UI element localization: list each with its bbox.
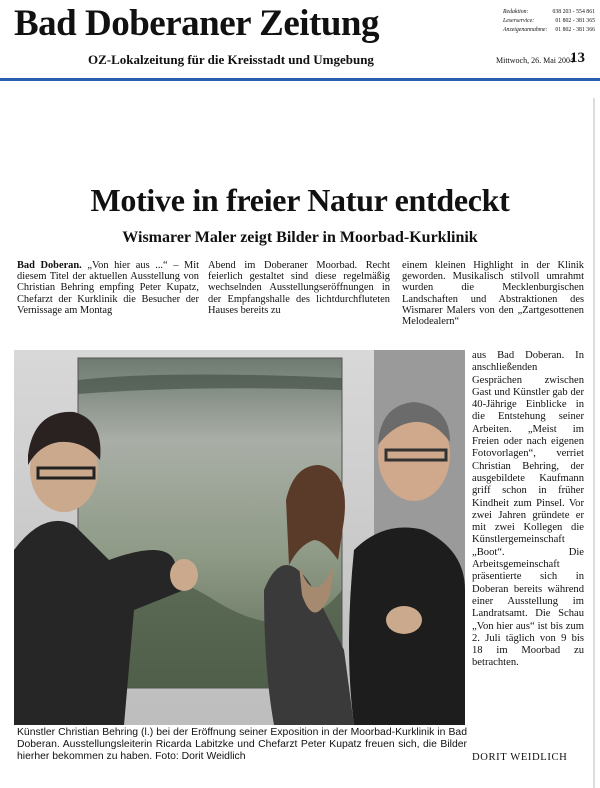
- article-headline: Motive in freier Natur entdeckt: [90, 182, 510, 218]
- article-author: DORIT WEIDLICH: [472, 752, 568, 763]
- contact-number: 01 802 - 381 366: [555, 27, 595, 33]
- newspaper-subtitle: OZ-Lokalzeitung für die Kreisstadt und Umgebung: [88, 52, 374, 67]
- dateline: Bad Doberan.: [17, 260, 82, 271]
- contact-row: [503, 8, 595, 17]
- contact-list: [503, 8, 595, 35]
- contact-row: [503, 17, 595, 26]
- contact-label: Redaktion:: [503, 9, 529, 15]
- article-subheadline: Wismarer Maler zeigt Bilder in Moorbad-Kurklinik: [122, 229, 478, 246]
- photo-credit: Foto: Dorit Weidlich: [155, 751, 246, 763]
- contact-row: [503, 26, 595, 35]
- masthead: [0, 0, 600, 90]
- article-column-4: aus Bad Doberan. In anschließenden Gesprächen zwischen Gast und Künstler gab der 40-Jährige Einblicke in die Entstehung seiner Arbeiten. „Meist im Freien oder nach eigenen Fotovorlagen“, verriet Christian Behring, der ausgebildete Kaufmann griff schon in früher Kindheit zum Pinsel. Vor zwei Jahren gründete er mit zwei Kollegen die Künstlergemeinschaft „Boot“. Die Arbeitsgemeinschaft präsentierte sich in Doberan bereits während einer Ausstellung im Landratsamt. Die Schau „Von hier aus“ ist bis zum 2. Juli täglich von 9 bis 18 im Moorbad zu betrachten.: [472, 350, 584, 669]
- article-photo: [14, 350, 465, 725]
- photo-caption: [17, 727, 467, 764]
- contact-label: Anzeigenannahme:: [503, 27, 548, 33]
- page-edge: [593, 98, 595, 788]
- caption-text: Künstler Christian Behring (l.) bei der Eröffnung seiner Exposition in der Moorbad-Kurklinik in Bad Doberan. Ausstellungsleiterin Ricarda Labitzke und Chefarzt Peter Kupatz freuen sich, die Bilder hierher bekommen zu haben.: [17, 727, 467, 763]
- issue-date: Mittwoch, 26. Mai 2004: [496, 56, 574, 65]
- contact-number: 01 802 - 381 365: [555, 18, 595, 24]
- contact-label: Leserservice:: [503, 18, 535, 24]
- column-1-text: „Von hier aus ...“ – Mit diesem Titel der aktuellen Ausstellung von Christian Behring empfing Peter Kupatz, Chefarzt der Kurklinik die Besucher der Vernissage am Montag: [17, 260, 199, 316]
- photo-illustration: [14, 350, 465, 725]
- contact-number: 038 203 - 554 861: [552, 9, 595, 15]
- masthead-rule: [0, 78, 600, 81]
- article-column-1: [17, 260, 199, 316]
- page-number: 13: [570, 50, 585, 66]
- article-column-2: Abend im Doberaner Moorbad. Recht feierlich gestaltet sind diese regelmäßig wechselnden Ausstellungseröffnungen in der Empfangshalle des lichtdurchfluteten Hauses bereits zu: [208, 260, 390, 316]
- newspaper-name: Bad Doberaner Zeitung: [14, 3, 380, 44]
- article-column-3: einem kleinen Highlight in der Klinik geworden. Musikalisch stilvoll umrahmt wurden die Mecklenburgischen Landschaften und Abstraktionen des Wismarer Malers von den „Zartgesottenen Melodealern“: [402, 260, 584, 328]
